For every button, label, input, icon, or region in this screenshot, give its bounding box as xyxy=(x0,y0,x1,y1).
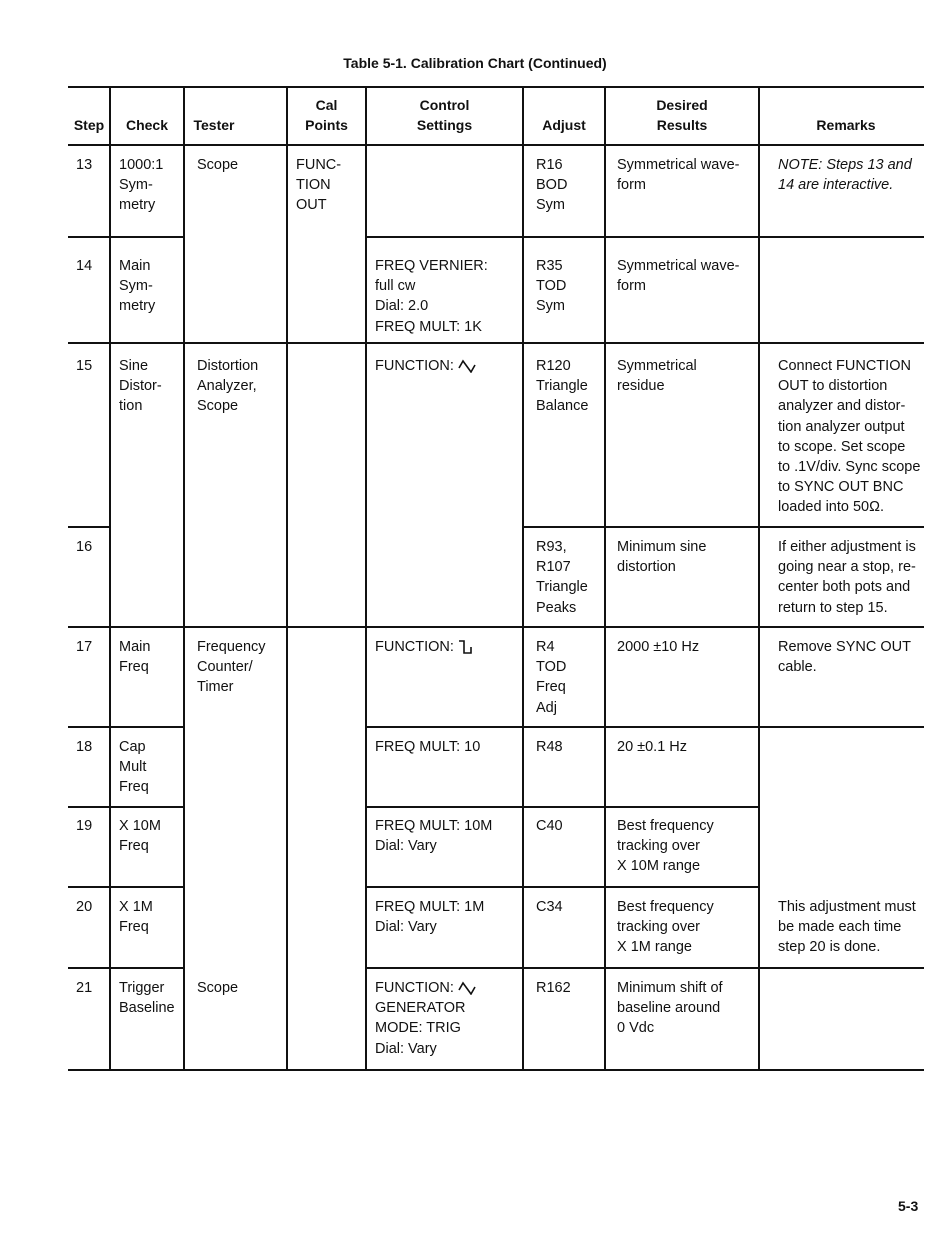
header-desired-2: Results xyxy=(656,117,708,133)
cell-control: Dial: 2.0 xyxy=(375,298,429,315)
cell-remarks: If either adjustment is xyxy=(778,539,916,555)
cell-desired: form xyxy=(617,278,646,295)
cell-check: Mult xyxy=(119,759,147,776)
cell-adjust: TOD xyxy=(536,278,567,295)
cell-tester: Scope xyxy=(197,980,239,996)
header-tester: Tester xyxy=(193,117,235,133)
control-label: FUNCTION: xyxy=(375,358,454,374)
cell-step: 18 xyxy=(76,739,93,755)
cell-check: Sym- xyxy=(119,177,153,194)
cell-check: X 10M xyxy=(119,818,161,834)
cell-remarks: cable. xyxy=(778,659,817,676)
cell-remarks: to SYNC OUT BNC xyxy=(778,479,904,496)
header-control-2: Settings xyxy=(416,117,473,133)
cell-adjust: Freq xyxy=(536,679,566,696)
cell-control xyxy=(375,637,472,657)
cell-check: metry xyxy=(119,298,156,315)
triangle-wave-icon xyxy=(458,359,476,373)
cell-adjust: Sym xyxy=(536,298,565,315)
cell-check: metry xyxy=(119,197,156,214)
header-cal-points-2: Points xyxy=(305,117,348,133)
cell-adjust: C40 xyxy=(536,818,563,834)
cell-desired: Best frequency xyxy=(617,899,714,915)
cell-control: GENERATOR xyxy=(375,1000,466,1017)
cell-check: Freq xyxy=(119,659,149,676)
cell-desired: Symmetrical xyxy=(617,358,697,374)
cell-remarks: loaded into 50Ω. xyxy=(778,499,884,516)
cell-control: FREQ VERNIER: xyxy=(375,258,488,274)
cell-cal-points: OUT xyxy=(296,197,327,214)
cell-control: FREQ MULT: 1M xyxy=(375,899,485,915)
cell-check: 1000:1 xyxy=(119,157,164,173)
control-label: FUNCTION: xyxy=(375,639,454,655)
table-title: Table 5-1. Calibration Chart (Continued) xyxy=(343,55,607,71)
square-wave-icon xyxy=(458,639,472,655)
cell-tester: Scope xyxy=(197,398,239,415)
cell-remarks: be made each time xyxy=(778,919,902,936)
cell-control: FREQ MULT: 10M xyxy=(375,818,493,834)
cell-control: MODE: TRIG xyxy=(375,1020,461,1037)
cell-tester: Timer xyxy=(197,679,234,696)
cell-adjust: R162 xyxy=(536,980,571,996)
header-control-1: Control xyxy=(419,97,470,113)
header-desired-1: Desired xyxy=(656,97,708,113)
cell-control xyxy=(375,978,476,998)
cell-check: Trigger xyxy=(119,980,165,996)
cell-adjust: R107 xyxy=(536,559,571,576)
cell-remarks: tion analyzer output xyxy=(778,418,905,435)
cell-remarks: 14 are interactive. xyxy=(778,177,894,194)
cell-desired: distortion xyxy=(617,559,676,576)
cell-desired: Symmetrical wave- xyxy=(617,258,740,274)
cell-adjust: Adj xyxy=(536,699,557,716)
cell-desired: tracking over xyxy=(617,919,701,936)
cell-adjust: Triangle xyxy=(536,579,588,596)
cell-control: Dial: Vary xyxy=(375,1040,437,1057)
cell-check: Cap xyxy=(119,739,146,755)
cell-check: Baseline xyxy=(119,1000,175,1017)
cell-remarks: center both pots and xyxy=(778,579,911,596)
cell-remarks: to .1V/div. Sync scope xyxy=(778,459,921,475)
cell-step: 17 xyxy=(76,639,93,655)
cell-adjust: Peaks xyxy=(536,599,577,616)
cell-control: Dial: Vary xyxy=(375,838,437,855)
header-adjust: Adjust xyxy=(542,117,586,133)
cell-desired: Minimum shift of xyxy=(617,980,723,996)
cell-desired: Minimum sine xyxy=(617,539,707,555)
cell-remarks: analyzer and distor- xyxy=(778,398,906,415)
cell-adjust: C34 xyxy=(536,899,563,915)
cell-adjust: R93, xyxy=(536,539,567,555)
cell-check: Main xyxy=(119,258,151,274)
cell-desired: Best frequency xyxy=(617,818,714,834)
cell-check: tion xyxy=(119,398,143,415)
cell-desired: 20 ±0.1 Hz xyxy=(617,739,688,755)
cell-adjust: R16 xyxy=(536,157,563,173)
cell-check: Main xyxy=(119,639,151,655)
cell-remarks: to scope. Set scope xyxy=(778,438,906,455)
cell-adjust: Triangle xyxy=(536,378,588,395)
cell-check: Distor- xyxy=(119,378,162,395)
cell-control: Dial: Vary xyxy=(375,919,437,936)
cell-adjust: Sym xyxy=(536,197,565,214)
cell-step: 21 xyxy=(76,980,93,996)
cell-check: X 1M xyxy=(119,899,153,915)
header-step: Step xyxy=(73,117,105,133)
cell-desired: 2000 ±10 Hz xyxy=(617,639,700,655)
cell-tester: Counter/ xyxy=(197,659,253,676)
header-check: Check xyxy=(125,117,169,133)
cell-desired: 0 Vdc xyxy=(617,1020,655,1037)
page-number: 5-3 xyxy=(898,1198,919,1214)
cell-remarks: This adjustment must xyxy=(778,899,916,915)
cell-step: 20 xyxy=(76,899,93,915)
cell-tester: Frequency xyxy=(197,639,266,655)
cell-tester: Scope xyxy=(197,157,239,173)
cell-adjust: R35 xyxy=(536,258,563,274)
cell-desired: X 1M range xyxy=(617,939,692,956)
cell-check: Freq xyxy=(119,919,149,936)
cell-cal-points: TION xyxy=(296,177,331,194)
cell-adjust: BOD xyxy=(536,177,568,194)
cell-tester: Distortion xyxy=(197,358,259,374)
cell-check: Sym- xyxy=(119,278,153,295)
control-label: FUNCTION: xyxy=(375,980,454,996)
cell-desired: baseline around xyxy=(617,1000,721,1017)
cell-adjust: TOD xyxy=(536,659,567,676)
cell-step: 14 xyxy=(76,258,93,274)
cell-desired: X 10M range xyxy=(617,858,701,875)
cell-control: FREQ MULT: 1K xyxy=(375,318,482,335)
cell-check: Freq xyxy=(119,779,149,796)
cell-adjust: Balance xyxy=(536,398,589,415)
cell-adjust: R120 xyxy=(536,358,571,374)
cell-tester: Analyzer, xyxy=(197,378,257,395)
cell-remarks: step 20 is done. xyxy=(778,939,881,956)
header-remarks: Remarks xyxy=(816,117,876,133)
cell-cal-points: FUNC- xyxy=(296,157,342,173)
cell-remarks: going near a stop, re- xyxy=(778,559,916,576)
header-cal-points-1: Cal xyxy=(315,97,338,113)
cell-remarks: NOTE: Steps 13 and xyxy=(778,157,912,173)
cell-remarks: Remove SYNC OUT xyxy=(778,639,911,655)
cell-remarks: Connect FUNCTION xyxy=(778,358,911,374)
cell-desired: Symmetrical wave- xyxy=(617,157,740,173)
cell-check: Sine xyxy=(119,358,149,374)
cell-step: 13 xyxy=(76,157,93,173)
cell-adjust: R4 xyxy=(536,639,555,655)
cell-control xyxy=(375,356,476,376)
cell-control: FREQ MULT: 10 xyxy=(375,739,481,755)
cell-remarks: OUT to distortion xyxy=(778,378,888,395)
cell-step: 19 xyxy=(76,818,93,834)
cell-remarks: return to step 15. xyxy=(778,599,888,616)
cell-check: Freq xyxy=(119,838,149,855)
cell-step: 15 xyxy=(76,358,93,374)
triangle-wave-icon xyxy=(458,981,476,995)
cell-step: 16 xyxy=(76,539,93,555)
cell-control: full cw xyxy=(375,278,416,295)
cell-adjust: R48 xyxy=(536,739,563,755)
cell-desired: form xyxy=(617,177,646,194)
cell-desired: residue xyxy=(617,378,665,395)
cell-desired: tracking over xyxy=(617,838,701,855)
